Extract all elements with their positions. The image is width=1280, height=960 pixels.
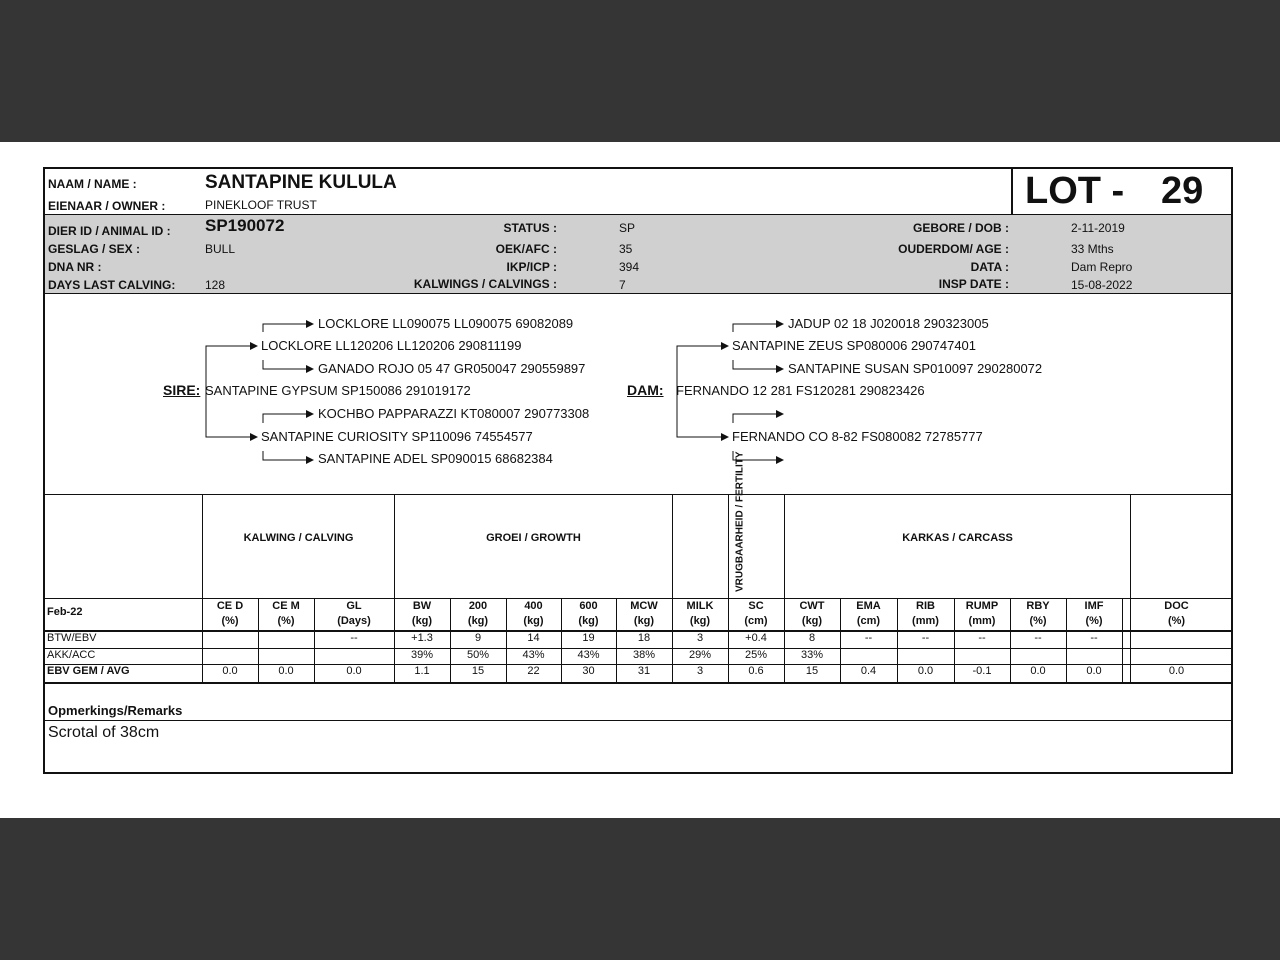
sire-sire-dam: GANADO ROJO 05 47 GR050047 290559897 — [318, 361, 586, 376]
ebv-cell: 0.0 — [1030, 665, 1046, 677]
ebv-col-name: MILK — [686, 600, 714, 612]
ebv-cell: 0.6 — [748, 665, 764, 677]
ebv-col-unit: (kg) — [633, 615, 655, 627]
icp-label: IKP/ICP : — [506, 260, 557, 274]
ebv-row-label: AKK/ACC — [47, 649, 96, 661]
dam-sire: SANTAPINE ZEUS SP080006 290747401 — [732, 338, 977, 353]
owner-label: EIENAAR / OWNER : — [48, 199, 166, 213]
afc-value: 35 — [619, 242, 633, 256]
ebv-cell: +0.4 — [745, 632, 767, 644]
ebv-col-unit: (cm) — [856, 615, 881, 627]
afc-label: OEK/AFC : — [495, 242, 557, 256]
ebv-col-unit: (kg) — [689, 615, 711, 627]
calvings-value: 7 — [619, 278, 626, 292]
ebv-cell: 0.0 — [222, 665, 238, 677]
ebv-col-header — [672, 599, 728, 629]
ebv-col-name: 600 — [579, 600, 598, 612]
ebv-cell: 14 — [527, 632, 540, 644]
group-fertility: VRUGBAARHEID / FERTILITY — [734, 451, 746, 592]
ebv-cell: 29% — [688, 649, 712, 661]
ebv-cell: 15 — [471, 665, 485, 677]
name-label: NAAM / NAME : — [48, 177, 137, 191]
ebv-col-unit: (cm) — [744, 615, 768, 627]
ebv-col-header — [1122, 599, 1231, 629]
ebv-col-unit: (mm) — [968, 615, 996, 627]
ebv-cell: -- — [1034, 632, 1042, 644]
animal-id-value: SP190072 — [205, 216, 285, 235]
dam: FERNANDO 12 281 FS120281 290823426 — [676, 383, 925, 398]
lot-box — [1011, 169, 1231, 214]
ebv-cell: 0.0 — [278, 665, 294, 677]
calvings-label: KALWINGS / CALVINGS : — [413, 277, 557, 291]
animal-name: SANTAPINE KULULA — [205, 172, 397, 193]
remarks-label: Opmerkings/Remarks — [48, 703, 183, 718]
ebv-col-unit: (kg) — [467, 615, 489, 627]
ebv-col-unit: (mm) — [912, 615, 939, 627]
ebv-col-unit: (kg) — [411, 615, 433, 627]
sire-dam: SANTAPINE CURIOSITY SP110096 74554577 — [261, 429, 533, 444]
ebv-col-header — [616, 599, 672, 629]
ebv-col-header — [784, 599, 840, 629]
ebv-col-header — [202, 599, 258, 629]
ebv-cell: -- — [864, 632, 873, 644]
ebv-col-name: MCW — [630, 600, 658, 612]
data-label: DATA : — [970, 260, 1009, 274]
status-value: SP — [619, 221, 636, 235]
ebv-cell: 30 — [582, 665, 595, 677]
ebv-col-unit: (%) — [277, 615, 295, 627]
ebv-col-name: CE D — [216, 600, 244, 612]
ebv-cell: 22 — [527, 665, 540, 677]
dam-dam: FERNANDO CO 8-82 FS080082 72785777 — [732, 429, 983, 444]
ebv-cell: -- — [350, 632, 358, 644]
ebv-col-unit: (%) — [221, 615, 239, 627]
ebv-col-name: RBY — [1026, 600, 1050, 612]
ebv-col-header — [561, 599, 616, 629]
age-value: 33 Mths — [1071, 242, 1114, 256]
ebv-col-header — [897, 599, 954, 629]
ebv-cell: 18 — [637, 632, 651, 644]
group-calving: KALWING / CALVING — [243, 532, 354, 544]
ebv-cell: 1.1 — [414, 665, 430, 677]
sex-label: GESLAG / SEX : — [48, 242, 141, 256]
ebv-cell: -- — [978, 632, 986, 644]
ebv-col-name: DOC — [1164, 600, 1189, 612]
ebv-col-header — [728, 599, 784, 629]
owner-value: PINEKLOOF TRUST — [205, 198, 317, 212]
animal-id-label: DIER ID / ANIMAL ID : — [48, 224, 171, 238]
ebv-col-name: RIB — [916, 600, 935, 612]
ebv-col-name: CE M — [272, 600, 300, 612]
ebv-cell: 39% — [410, 649, 434, 661]
lot-card — [43, 167, 1233, 774]
ebv-date: Feb-22 — [47, 606, 83, 618]
ebv-col-header — [1010, 599, 1066, 629]
dam-sire-dam: SANTAPINE SUSAN SP010097 290280072 — [788, 361, 1043, 376]
group-growth: GROEI / GROWTH — [486, 532, 581, 544]
data-value: Dam Repro — [1071, 260, 1133, 274]
dam-sire-sire: JADUP 02 18 J020018 290323005 — [788, 316, 989, 331]
sire-dam-dam: SANTAPINE ADEL SP090015 68682384 — [318, 451, 553, 466]
age-label: OUDERDOM/ AGE : — [898, 242, 1009, 256]
group-carcass: KARKAS / CARCASS — [902, 532, 1013, 544]
ebv-col-unit: (Days) — [337, 615, 371, 627]
dob-label: GEBORE / DOB : — [912, 221, 1009, 235]
ebv-cell: 43% — [577, 649, 600, 661]
insp-date-value: 15-08-2022 — [1071, 278, 1133, 292]
ebv-col-header — [314, 599, 394, 629]
ebv-col-header — [1066, 599, 1122, 629]
pedigree-section — [45, 294, 1231, 495]
ebv-cell: 19 — [582, 632, 595, 644]
ebv-cell: 38% — [632, 649, 656, 661]
ebv-col-name: RUMP — [965, 600, 999, 612]
ebv-col-name: SC — [748, 600, 764, 612]
lot-label: LOT - — [1025, 170, 1125, 212]
sire-dam-sire: KOCHBO PAPPARAZZI KT080007 290773308 — [318, 406, 590, 421]
ebv-cell: 3 — [696, 665, 704, 677]
ebv-col-name: BW — [412, 600, 432, 612]
ebv-col-name: GL — [346, 600, 362, 612]
dna-label: DNA NR : — [48, 260, 102, 274]
ebv-cell: 15 — [805, 665, 819, 677]
ebv-cell: 31 — [637, 665, 651, 677]
ebv-col-header — [840, 599, 897, 629]
ebv-cell: -- — [921, 632, 930, 644]
ebv-col-name: IMF — [1084, 600, 1104, 612]
sire-label: SIRE: — [163, 382, 201, 398]
ebv-cell: 0.0 — [917, 665, 934, 677]
sire-sire: LOCKLORE LL120206 LL120206 290811199 — [261, 338, 522, 353]
ebv-cell: 8 — [808, 632, 816, 644]
ebv-cell: +1.3 — [411, 632, 433, 644]
ebv-col-header — [954, 599, 1010, 629]
insp-date-label: INSP DATE : — [938, 277, 1009, 291]
ebv-col-header — [506, 599, 561, 629]
sire-sire-sire: LOCKLORE LL090075 LL090075 69082089 — [318, 316, 574, 331]
info-band — [45, 214, 1231, 294]
ebv-cell: 33% — [800, 649, 824, 661]
ebv-col-unit: (kg) — [523, 615, 544, 627]
ebv-cell: 3 — [696, 632, 704, 644]
days-last-calving-value: 128 — [205, 278, 226, 292]
ebv-cell: 0.0 — [1086, 665, 1102, 677]
ebv-row-label: EBV GEM / AVG — [47, 665, 130, 677]
ebv-cell: 9 — [474, 632, 482, 644]
ebv-col-header — [394, 599, 450, 629]
ebv-cell: -0.1 — [972, 665, 992, 677]
ebv-cell: 0.0 — [346, 665, 362, 677]
ebv-cell: -- — [1090, 632, 1098, 644]
ebv-col-header — [258, 599, 314, 629]
ebv-cell: 50% — [466, 649, 490, 661]
ebv-cell: 0.0 — [1168, 665, 1185, 677]
ebv-cell: 43% — [522, 649, 545, 661]
ebv-col-header — [450, 599, 506, 629]
ebv-row-label: BTW/EBV — [47, 632, 97, 644]
sex-value: BULL — [205, 242, 236, 256]
status-label: STATUS : — [503, 221, 557, 235]
ebv-col-unit: (%) — [1085, 615, 1103, 627]
icp-value: 394 — [619, 260, 640, 274]
ebv-col-unit: (%) — [1029, 615, 1047, 627]
ebv-col-unit: (%) — [1167, 615, 1186, 627]
dam-label: DAM: — [627, 382, 664, 398]
days-last-calving-label: DAYS LAST CALVING: — [48, 278, 176, 292]
remarks-text: Scrotal of 38cm — [48, 724, 160, 741]
dob-value: 2-11-2019 — [1071, 221, 1125, 235]
ebv-col-name: 200 — [468, 600, 488, 612]
lot-number: 29 — [1161, 170, 1204, 212]
ebv-col-unit: (kg) — [578, 615, 599, 627]
ebv-col-unit: (kg) — [801, 615, 823, 627]
ebv-col-name: EMA — [856, 600, 881, 612]
ebv-col-name: 400 — [524, 600, 543, 612]
ebv-cell: 25% — [744, 649, 768, 661]
ebv-cell: 0.4 — [860, 665, 877, 677]
ebv-col-name: CWT — [799, 600, 825, 612]
sire: SANTAPINE GYPSUM SP150086 291019172 — [205, 383, 471, 398]
